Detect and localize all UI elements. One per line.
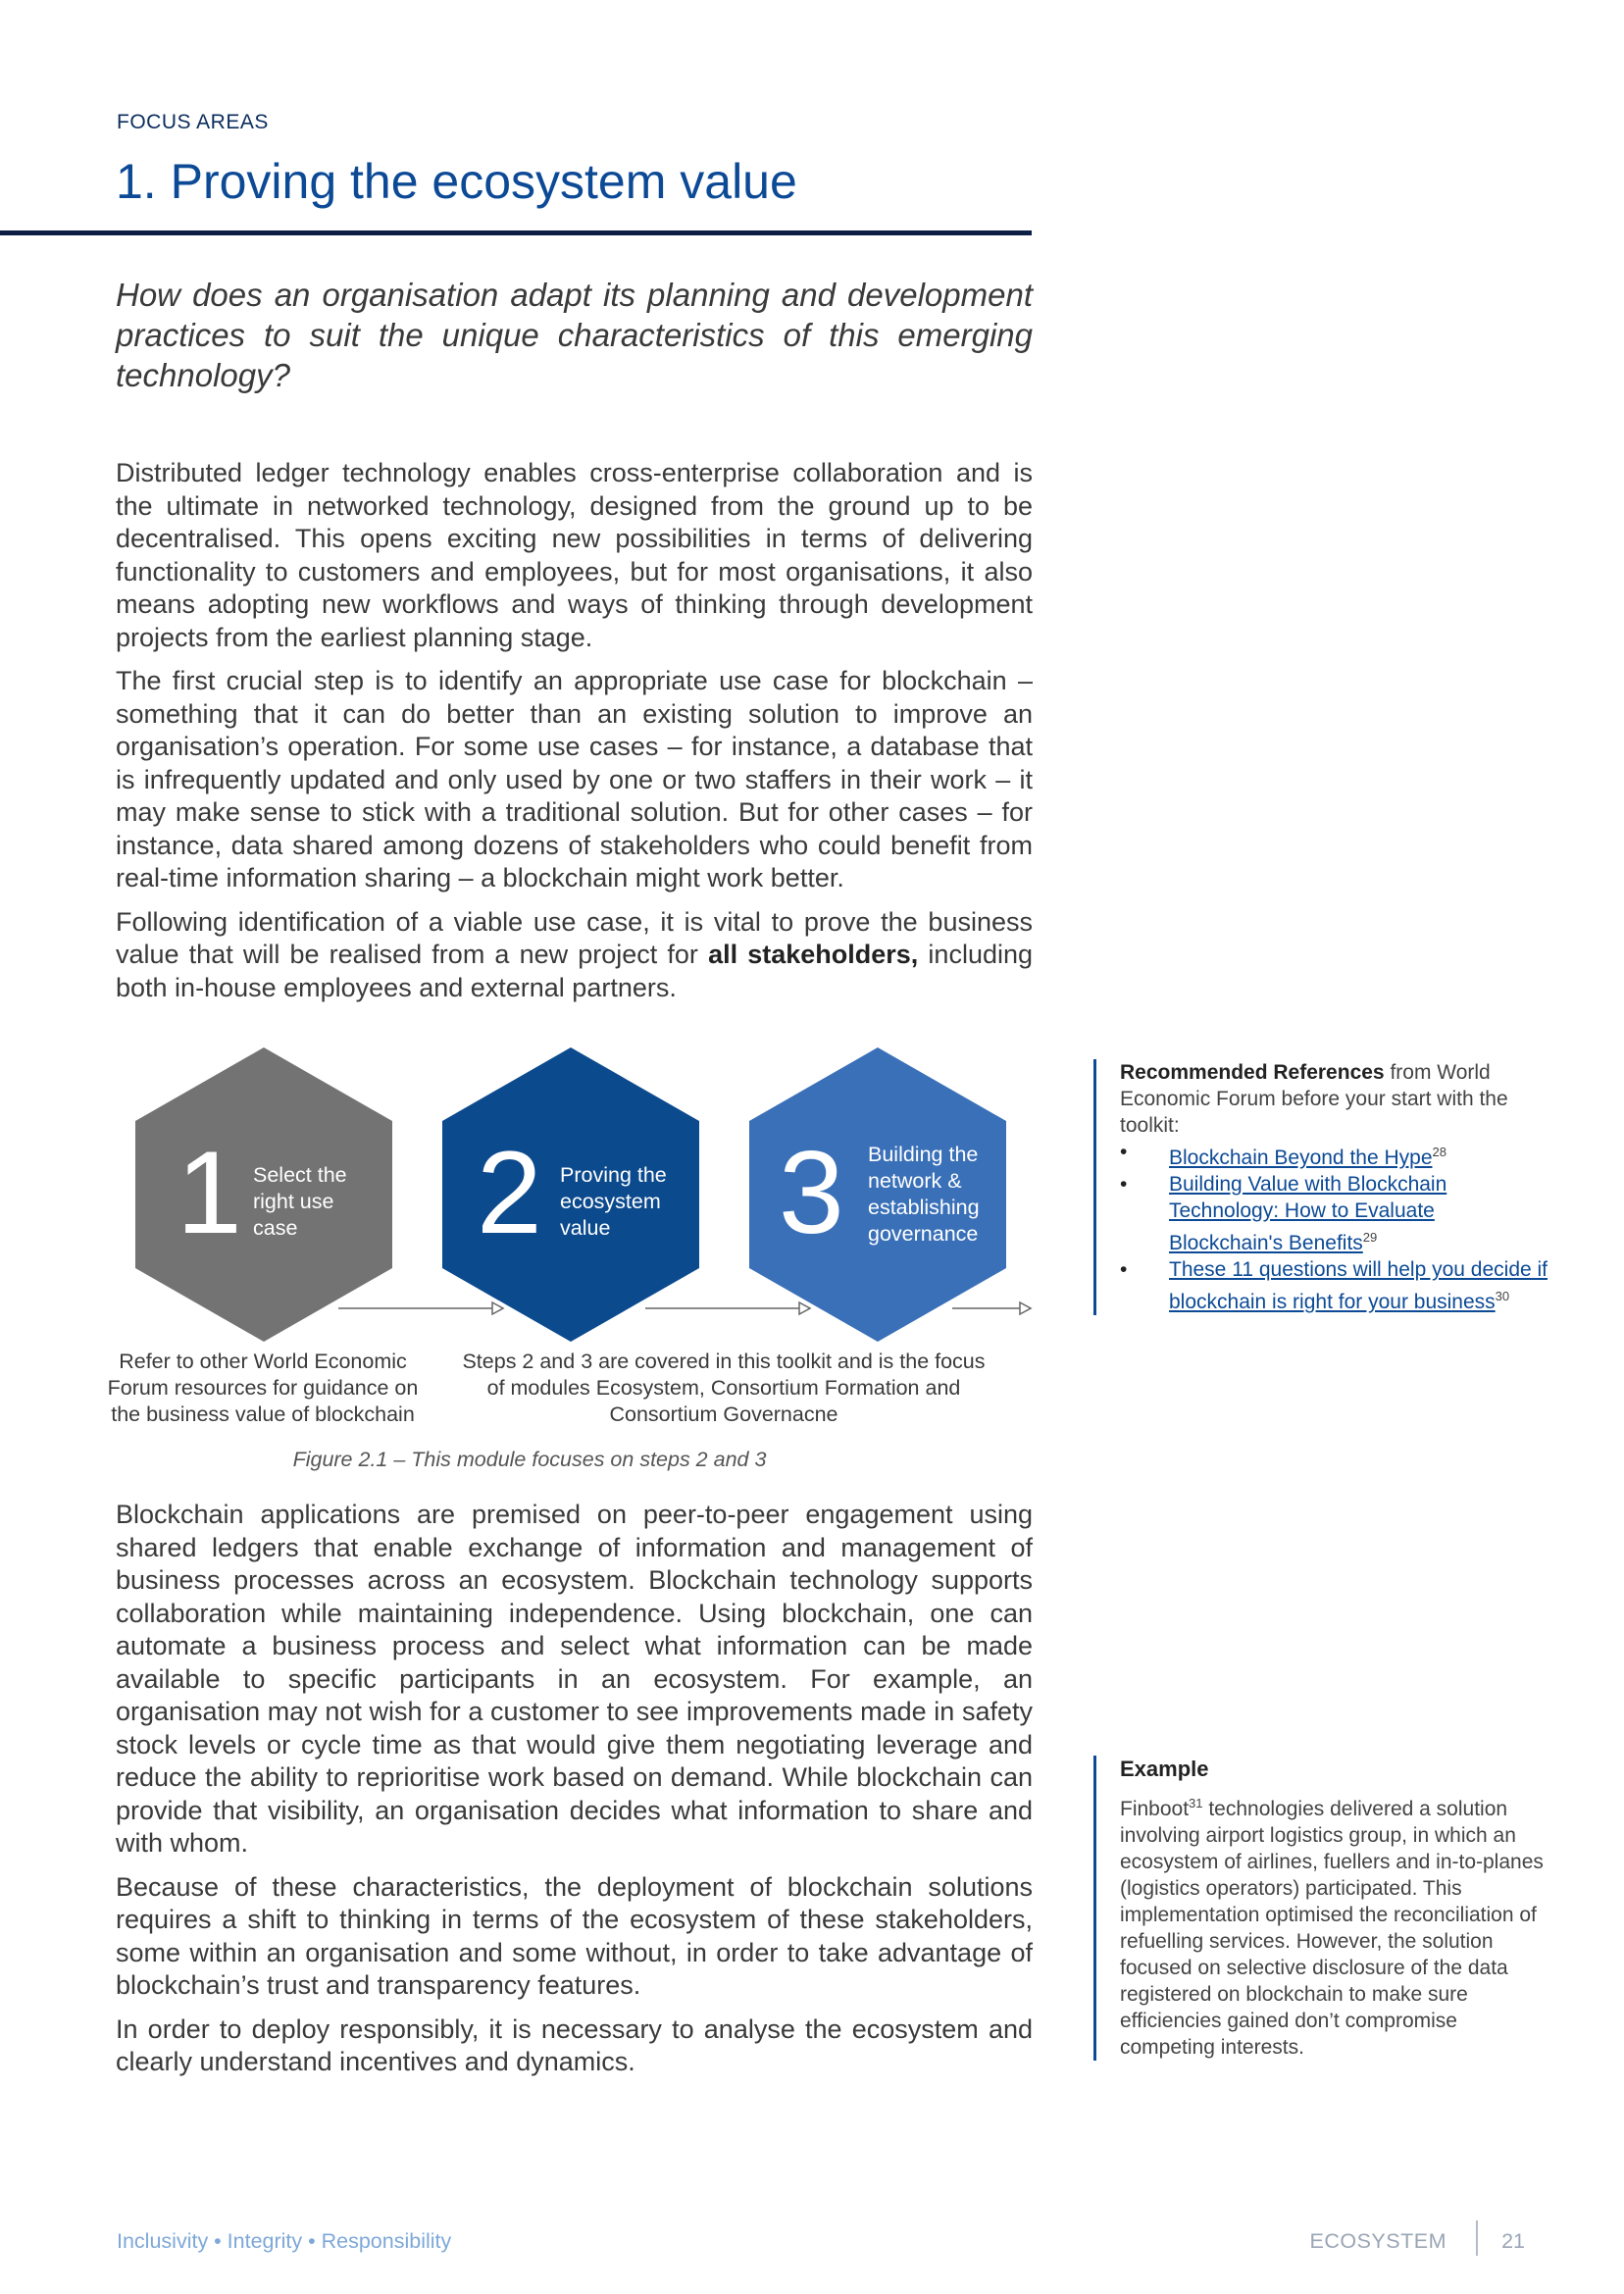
figure-note-left bbox=[106, 1349, 420, 1428]
note-line: Steps 2 and 3 are covered in this toolkit and is the focus bbox=[462, 1350, 986, 1373]
reference-link[interactable]: Building Value with Blockchain Technology: How to Evaluate Blockchain's Benefits bbox=[1169, 1173, 1447, 1254]
footnote-ref: 30 bbox=[1495, 1289, 1510, 1303]
label-line: governance bbox=[868, 1222, 979, 1246]
reference-item bbox=[1120, 1256, 1551, 1315]
note-line: Consortium Governacne bbox=[609, 1402, 838, 1426]
bullet-icon: • bbox=[1120, 1173, 1128, 1196]
body-paragraph: Distributed ledger technology enables cross-enterprise collaboration and is the ultimate in networked technology, designed from the ground up to be decentralised. This opens exciting new possibilities in terms of delivering functionality to customers and employees, but for most organisations, it also means adopting new workflows and ways of thinking through development projects from the earliest planning stage. bbox=[116, 458, 1033, 652]
example-body: technologies delivered a solution involving airport logistics group, in which an ecosystem of airlines, fuellers and in-to-planes (logistics operators) participated. This implementation optimised the reconciliation of refuelling services. However, the solution focused on selective disclosure of the data registered on blockchain to make sure efficiencies gained don’t compromise competing interests. bbox=[1120, 1798, 1544, 2059]
body-paragraph: The first crucial step is to identify an appropriate use case for blockchain – something that it can do better than an existing solution to improve an organisation’s operation. For some use cases – for instance, a database that is infrequently updated and only used by one or two staffers in their work – it may make sense to stick with a traditional solution. But for other cases – for instance, data shared among dozens of stakeholders who could benefit from real-time information sharing – a blockchain might work better. bbox=[116, 666, 1033, 892]
body-text-bottom bbox=[116, 1499, 1033, 2090]
label-line: Proving the bbox=[560, 1163, 667, 1187]
note-line: of modules Ecosystem, Consortium Formation and bbox=[486, 1376, 961, 1400]
page-title: 1. Proving the ecosystem value bbox=[116, 154, 797, 209]
sidebar-example bbox=[1093, 1756, 1551, 2061]
label-line: Select the bbox=[253, 1163, 347, 1187]
arrow-head bbox=[492, 1302, 503, 1314]
title-rule bbox=[0, 230, 1032, 235]
figure-note-right bbox=[449, 1349, 998, 1428]
company-name: Finboot bbox=[1120, 1798, 1190, 1820]
references-list bbox=[1120, 1139, 1551, 1315]
body-paragraph: Blockchain applications are premised on peer-to-peer engagement using shared ledgers that enable exchange of information and management of business processes across an ecosystem. Blockchain technology supports collaboration while maintaining independence. Using blockchain, one can automate a business process and select what information can be made available to specific participants in an ecosystem. For example, an organisation may not wish for a customer to see improvements made in safety stock levels or cycle time as that would give them negotiating leverage and reduce the ability to reprioritise work based on demand. While blockchain can provide that visibility, an organisation decides what information to share and with whom. bbox=[116, 1500, 1033, 1858]
reference-link[interactable]: Blockchain Beyond the Hype bbox=[1169, 1147, 1433, 1169]
body-paragraph: Because of these characteristics, the deployment of blockchain solutions requires a shift to thinking in terms of the ecosystem of these stakeholders, some within an organisation and some without, in order to take advantage of blockchain’s trust and transparency features. bbox=[116, 1871, 1033, 2000]
references-heading bbox=[1120, 1059, 1551, 1139]
step-number: 1 bbox=[177, 1127, 242, 1258]
example-heading-text: Example bbox=[1120, 1757, 1209, 1781]
text-run: Following identification of a viable use case, it is vital to prove the business value that will be realised from a new project for bbox=[116, 906, 1033, 969]
references-heading-bold: Recommended References bbox=[1120, 1061, 1385, 1084]
figure-caption: Figure 2.1 – This module focuses on steps 2 and 3 bbox=[292, 1448, 767, 1471]
reference-item bbox=[1120, 1171, 1551, 1256]
body-text-top bbox=[116, 457, 1033, 1015]
bullet-icon: • bbox=[1120, 1258, 1128, 1281]
step-number: 2 bbox=[477, 1127, 542, 1258]
label-line: ecosystem bbox=[560, 1190, 661, 1213]
footnote-ref: 28 bbox=[1432, 1145, 1446, 1159]
label-line: Building the bbox=[868, 1143, 979, 1166]
lead-question: How does an organisation adapt its planning and development practices to suit the unique characteristics of this emerging technology? bbox=[116, 277, 1033, 393]
note-line: Forum resources for guidance on bbox=[107, 1376, 419, 1400]
step-1-hexagon bbox=[135, 1047, 392, 1342]
text-run: including both in-house employees and external partners. bbox=[116, 940, 1034, 1002]
note-line: the business value of blockchain bbox=[111, 1402, 415, 1426]
body-paragraph bbox=[116, 906, 1033, 1005]
step-number: 3 bbox=[779, 1127, 844, 1258]
step-2-hexagon bbox=[442, 1047, 699, 1342]
arrow-head bbox=[799, 1302, 810, 1314]
example-text bbox=[1120, 1790, 1551, 2061]
emphasis-text: all stakeholders, bbox=[708, 940, 919, 969]
label-line: establishing bbox=[868, 1196, 980, 1219]
step-3-hexagon bbox=[749, 1047, 1006, 1342]
footer-divider bbox=[1476, 2220, 1478, 2256]
footnote-ref: 31 bbox=[1189, 1796, 1203, 1810]
sidebar-references bbox=[1093, 1059, 1551, 1315]
label-line: value bbox=[560, 1216, 611, 1240]
example-heading bbox=[1120, 1756, 1551, 1782]
footer-tagline: Inclusivity • Integrity • Responsibility bbox=[117, 2229, 452, 2253]
footnote-ref: 29 bbox=[1362, 1230, 1378, 1245]
footer-module: ECOSYSTEM bbox=[1309, 2229, 1446, 2253]
figure-steps bbox=[106, 1032, 1038, 1483]
body-paragraph: In order to deploy responsibly, it is necessary to analyse the ecosystem and clearly understand incentives and dynamics. bbox=[116, 2014, 1033, 2076]
reference-link[interactable]: These 11 questions will help you decide if blockchain is right for your business bbox=[1169, 1258, 1548, 1313]
footer-page-info bbox=[1275, 2220, 1525, 2260]
label-line: right use bbox=[253, 1190, 334, 1213]
section-label: FOCUS AREAS bbox=[117, 111, 269, 133]
reference-item bbox=[1120, 1139, 1551, 1171]
label-line: network & bbox=[868, 1169, 962, 1193]
page-number: 21 bbox=[1501, 2229, 1525, 2253]
label-line: case bbox=[253, 1216, 298, 1240]
arrow-head bbox=[1020, 1302, 1031, 1314]
bullet-icon: • bbox=[1120, 1141, 1128, 1163]
references-heading-text: from World Economic Forum before your start with the toolkit: bbox=[1120, 1061, 1508, 1137]
note-line: Refer to other World Economic bbox=[119, 1350, 407, 1373]
